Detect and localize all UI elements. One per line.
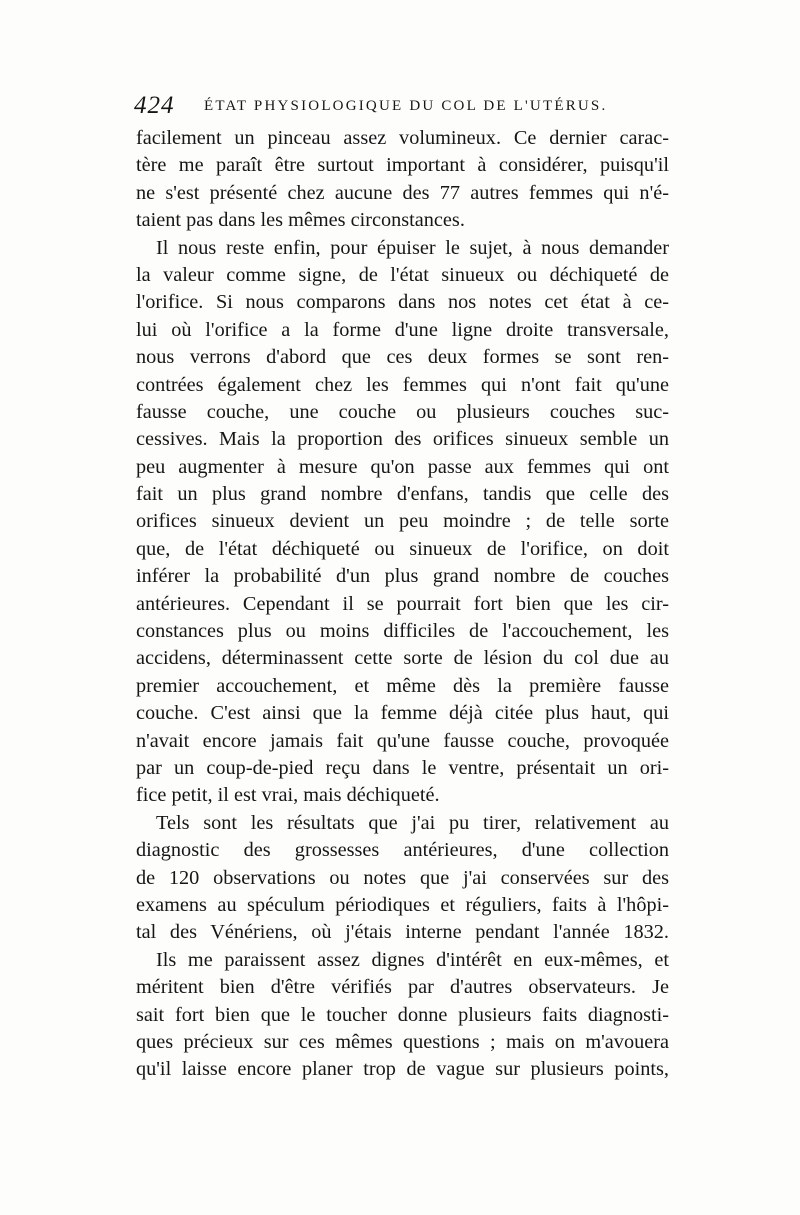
text-line: méritent bien d'être vérifiés par d'autres observateurs. Je xyxy=(136,976,669,999)
text-line: Tels sont les résultats que j'ai pu tirer, relativement au xyxy=(156,811,669,834)
text-line: cessives. Mais la proportion des orifices sinueux semble un xyxy=(136,428,669,451)
text-line: par un coup-de-pied reçu dans le ventre, présentait un ori- xyxy=(136,756,669,779)
text-line: tère me paraît être surtout important à considérer, puisqu'il xyxy=(136,154,669,177)
text-line: l'orifice. Si nous comparons dans nos notes cet état à ce- xyxy=(136,291,669,314)
text-line: de 120 observations ou notes que j'ai conservées sur des xyxy=(136,866,669,889)
text-line: ne s'est présenté chez aucune des 77 autres femmes qui n'é- xyxy=(136,181,669,204)
text-line: Ils me paraissent assez dignes d'intérêt en eux-mêmes, et xyxy=(156,948,669,971)
text-line: antérieures. Cependant il se pourrait fort bien que les cir- xyxy=(136,592,669,615)
text-line: ques précieux sur ces mêmes questions ; mais on m'avouera xyxy=(136,1030,669,1053)
text-line: taient pas dans les mêmes circonstances. xyxy=(136,209,465,232)
text-line: facilement un pinceau assez volumineux. Ce dernier carac- xyxy=(136,127,669,149)
text-line: lui où l'orifice a la forme d'une ligne droite transversale, xyxy=(136,318,669,341)
text-line: Il nous reste enfin, pour épuiser le sujet, à nous demander xyxy=(156,236,669,259)
text-line: examens au spéculum périodiques et réguliers, faits à l'hôpi- xyxy=(136,893,669,916)
text-line: fait un plus grand nombre d'enfans, tandis que celle des xyxy=(136,483,669,506)
page-header xyxy=(134,92,674,122)
running-title: ÉTAT PHYSIOLOGIQUE DU COL DE L'UTÉRUS. xyxy=(204,98,608,114)
text-line: premier accouchement, et même dès la première fausse xyxy=(136,674,669,697)
text-line: n'avait encore jamais fait qu'une fausse couche, provoquée xyxy=(136,729,669,752)
text-line: que, de l'état déchiqueté ou sinueux de l'orifice, on doit xyxy=(136,537,669,560)
text-line: contrées également chez les femmes qui n'ont fait qu'une xyxy=(136,373,669,396)
text-line: accidens, déterminassent cette sorte de lésion du col due au xyxy=(136,647,669,670)
text-line: qu'il laisse encore planer trop de vague sur plusieurs points, xyxy=(136,1058,669,1081)
text-line: fice petit, il est vrai, mais déchiqueté. xyxy=(136,784,440,807)
text-line: tal des Vénériens, où j'étais interne pendant l'année 1832. xyxy=(136,921,669,944)
text-line: diagnostic des grossesses antérieures, d'une collection xyxy=(136,839,669,862)
text-line: fausse couche, une couche ou plusieurs couches suc- xyxy=(136,400,669,423)
body-text xyxy=(136,125,669,1084)
page-number: 424 xyxy=(134,92,175,119)
text-line: inférer la probabilité d'un plus grand nombre de couches xyxy=(136,565,669,588)
text-line: sait fort bien que le toucher donne plusieurs faits diagnosti- xyxy=(136,1003,669,1026)
text-line: constances plus ou moins difficiles de l'accouchement, les xyxy=(136,620,669,643)
text-line: nous verrons d'abord que ces deux formes se sont ren- xyxy=(136,346,669,369)
text-line: couche. C'est ainsi que la femme déjà citée plus haut, qui xyxy=(136,702,669,725)
text-line: peu augmenter à mesure qu'on passe aux femmes qui ont xyxy=(136,455,669,478)
text-line: orifices sinueux devient un peu moindre ; de telle sorte xyxy=(136,510,669,533)
text-line: la valeur comme signe, de l'état sinueux ou déchiqueté de xyxy=(136,263,669,286)
